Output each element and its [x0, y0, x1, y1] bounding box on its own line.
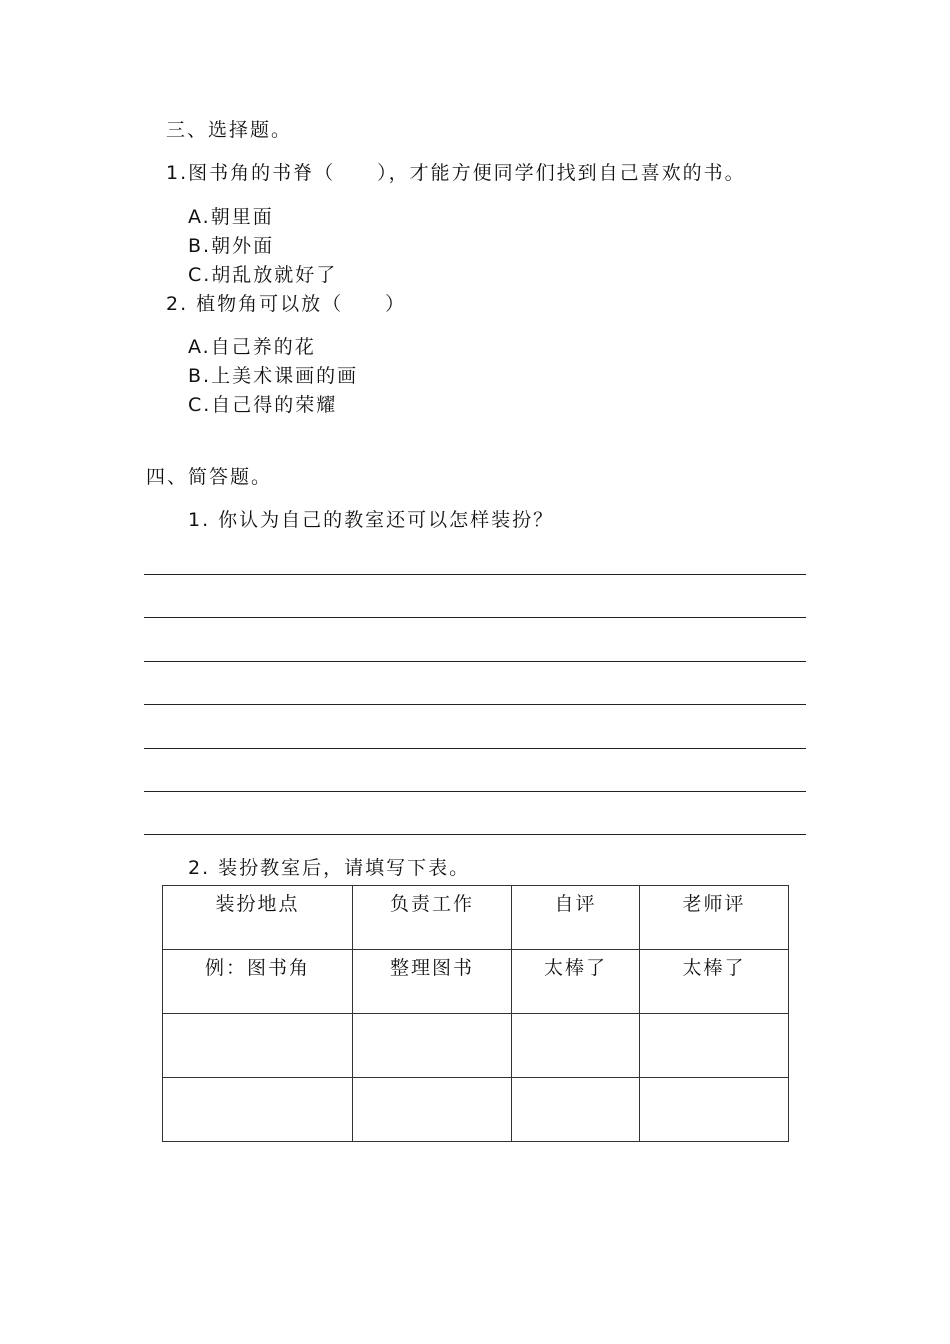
question-2-option-c: C.自己得的荣耀: [188, 394, 338, 416]
header-self-rating: 自评: [512, 886, 640, 950]
table-row: [163, 1078, 789, 1142]
table-header-row: [163, 886, 789, 950]
header-location: 装扮地点: [163, 886, 353, 950]
table-row: [163, 1014, 789, 1078]
table-cell-empty[interactable]: [512, 1078, 640, 1142]
table-cell: 例：图书角: [163, 950, 353, 1014]
section-3-heading: 三、选择题。: [166, 119, 293, 141]
short-answer-1-stem: 1. 你认为自己的教室还可以怎样装扮？: [188, 509, 555, 531]
table-cell: 太棒了: [640, 950, 789, 1014]
table-cell-empty[interactable]: [353, 1014, 512, 1078]
question-1-option-c: C.胡乱放就好了: [188, 264, 338, 286]
decoration-table: [162, 885, 789, 1142]
table-cell: 太棒了: [512, 950, 640, 1014]
answer-line[interactable]: [144, 617, 806, 618]
question-1-stem: 1.图书角的书脊（ ），才能方便同学们找到自己喜欢的书。: [166, 162, 746, 184]
question-2-option-b: B.上美术课画的画: [188, 365, 359, 387]
table-cell-empty[interactable]: [640, 1014, 789, 1078]
section-4-heading: 四、简答题。: [146, 466, 273, 488]
answer-line[interactable]: [144, 574, 806, 575]
answer-line[interactable]: [144, 661, 806, 662]
question-1-option-b: B.朝外面: [188, 235, 275, 257]
header-duty: 负责工作: [353, 886, 512, 950]
table-row: [163, 950, 789, 1014]
answer-line[interactable]: [144, 834, 806, 835]
answer-line[interactable]: [144, 704, 806, 705]
table-cell-empty[interactable]: [163, 1078, 353, 1142]
short-answer-2-stem: 2. 装扮教室后，请填写下表。: [188, 857, 471, 879]
table-cell: 整理图书: [353, 950, 512, 1014]
question-2-option-a: A.自己养的花: [188, 336, 316, 358]
answer-line[interactable]: [144, 748, 806, 749]
table-cell-empty[interactable]: [163, 1014, 353, 1078]
question-2-stem: 2. 植物角可以放（ ）: [166, 293, 407, 315]
table-cell-empty[interactable]: [353, 1078, 512, 1142]
table-cell-empty[interactable]: [512, 1014, 640, 1078]
table-cell-empty[interactable]: [640, 1078, 789, 1142]
question-1-option-a: A.朝里面: [188, 206, 274, 228]
header-teacher-rating: 老师评: [640, 886, 789, 950]
answer-line[interactable]: [144, 791, 806, 792]
